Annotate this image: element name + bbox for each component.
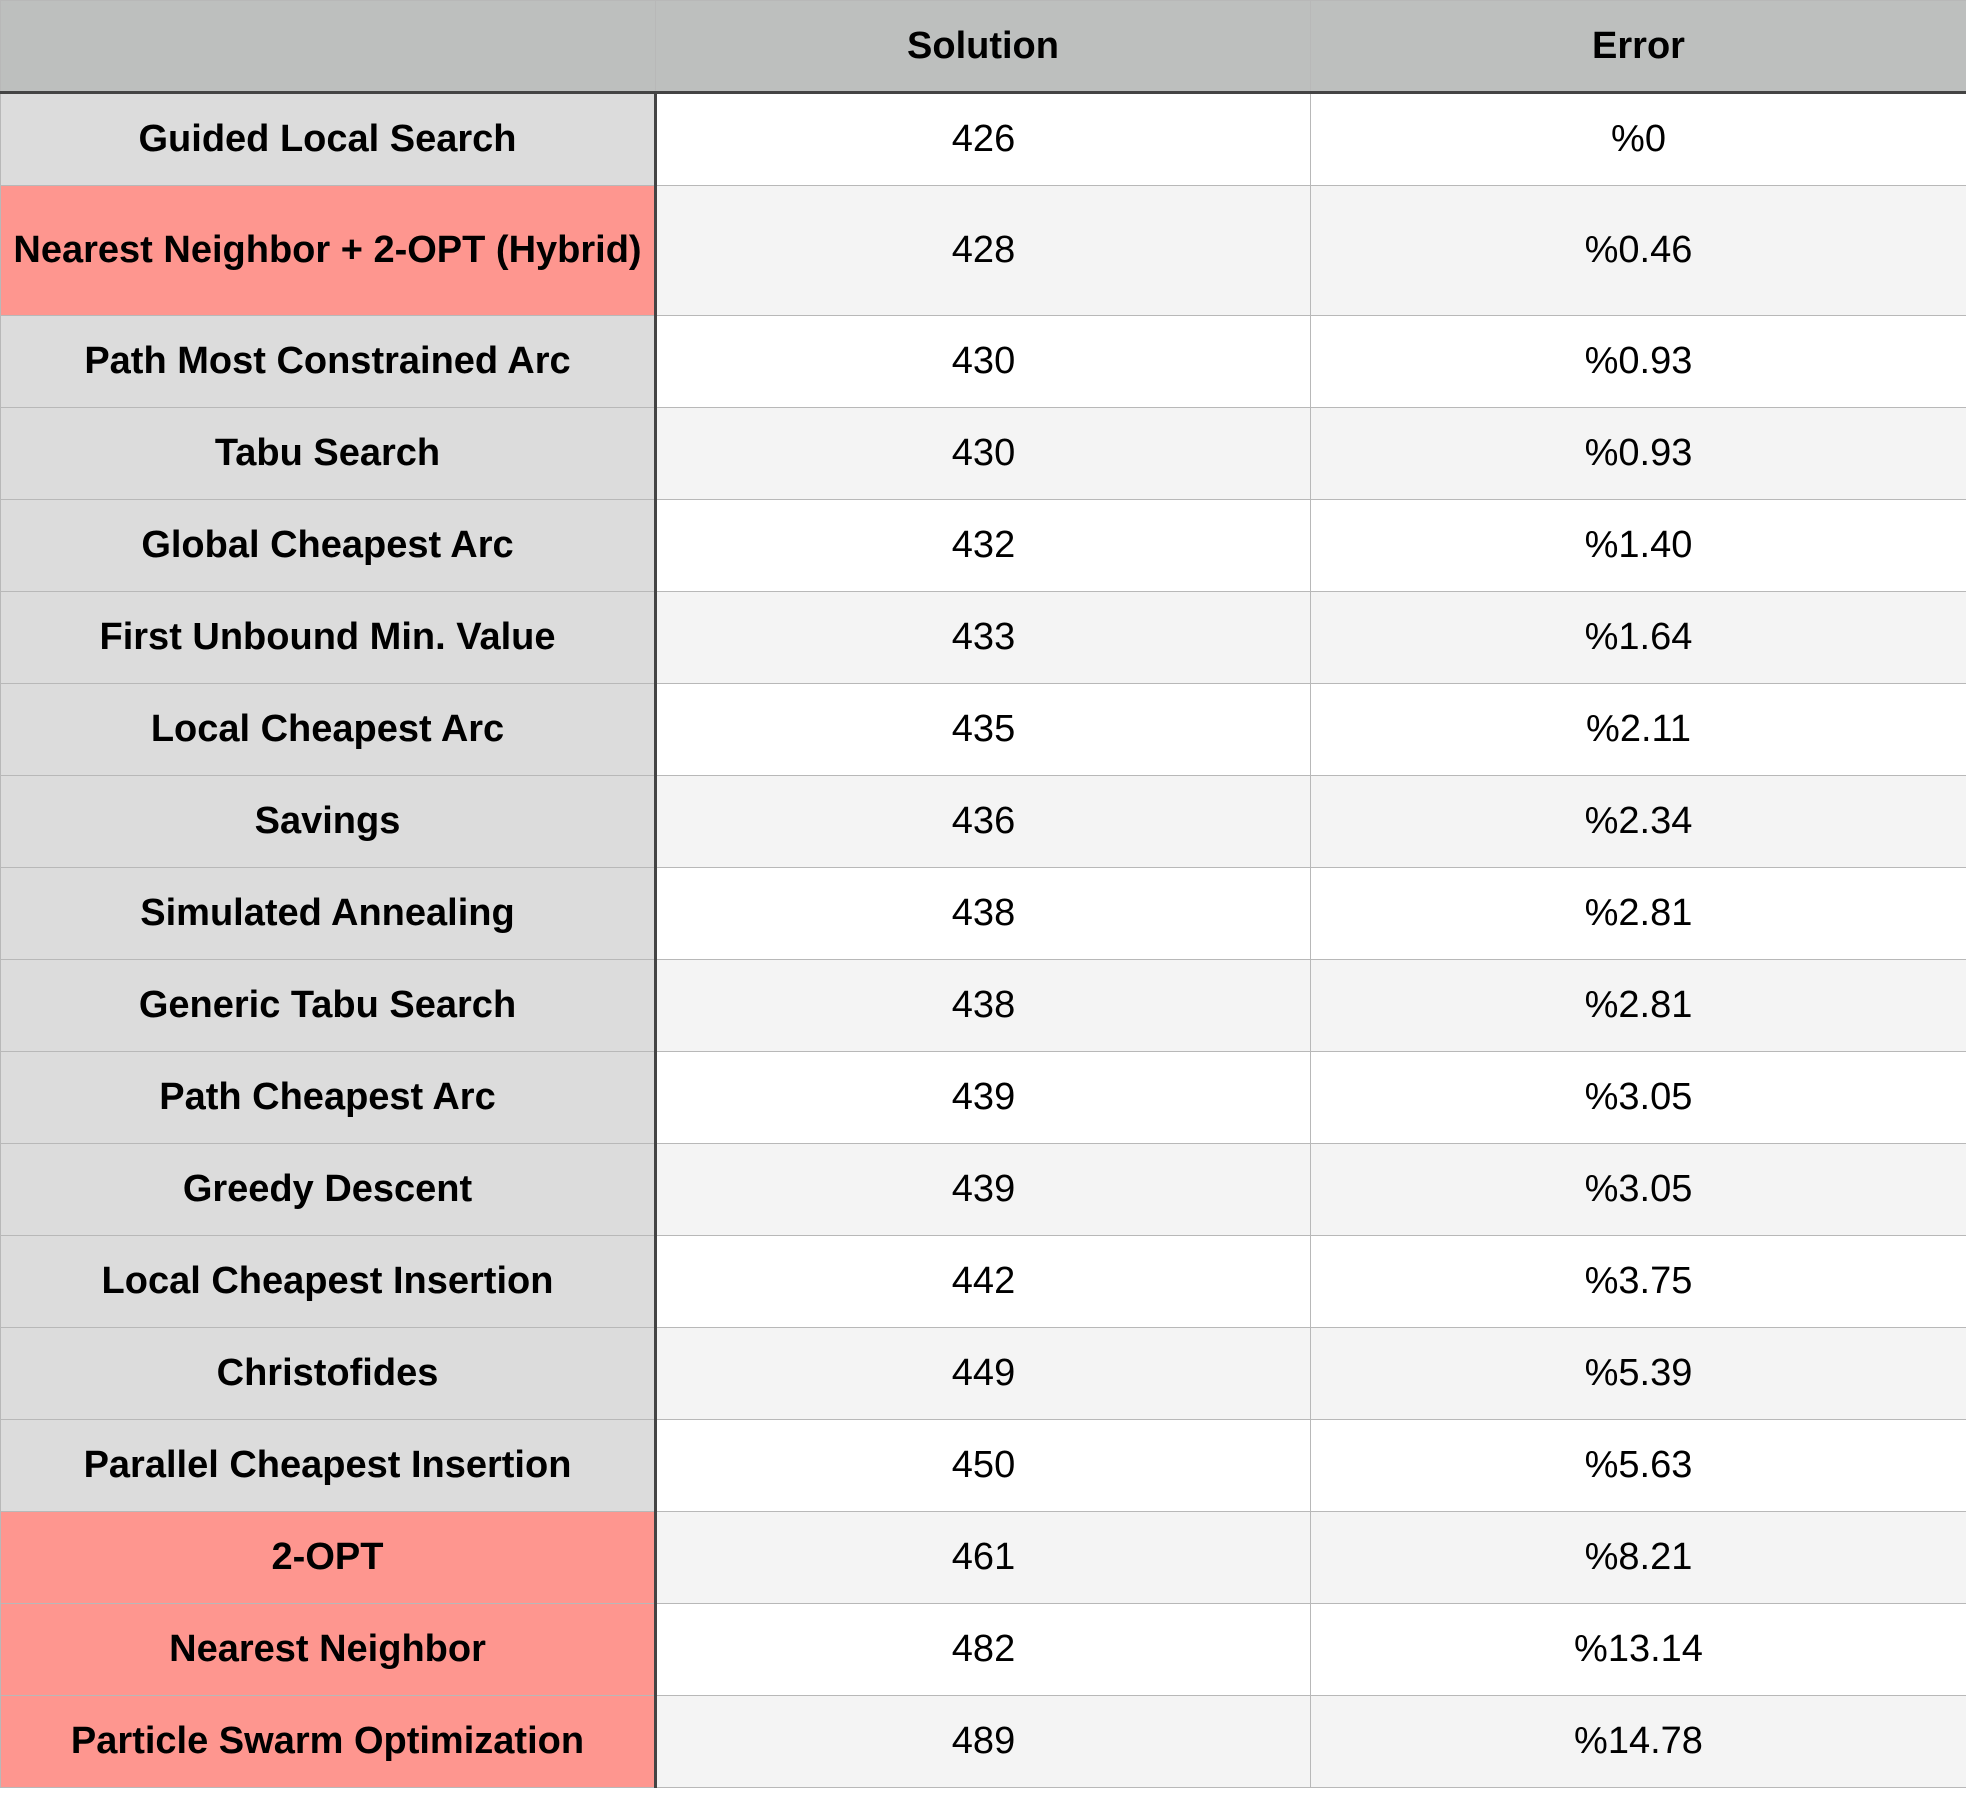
solution-cell: 430 bbox=[656, 408, 1311, 500]
solution-cell: 438 bbox=[656, 868, 1311, 960]
table-row bbox=[1, 316, 1966, 408]
table-row bbox=[1, 1420, 1966, 1512]
method-cell: Path Most Constrained Arc bbox=[1, 316, 656, 408]
table-row bbox=[1, 1604, 1966, 1696]
table-body bbox=[1, 93, 1966, 1788]
error-cell: %0.46 bbox=[1311, 186, 1966, 316]
table-row bbox=[1, 868, 1966, 960]
solution-cell: 450 bbox=[656, 1420, 1311, 1512]
error-cell: %2.11 bbox=[1311, 684, 1966, 776]
table-row bbox=[1, 408, 1966, 500]
method-cell: First Unbound Min. Value bbox=[1, 592, 656, 684]
error-cell: %3.05 bbox=[1311, 1052, 1966, 1144]
solution-cell: 432 bbox=[656, 500, 1311, 592]
error-cell: %0 bbox=[1311, 93, 1966, 186]
error-cell: %1.64 bbox=[1311, 592, 1966, 684]
solution-cell: 449 bbox=[656, 1328, 1311, 1420]
header-solution: Solution bbox=[656, 1, 1311, 93]
error-cell: %2.81 bbox=[1311, 960, 1966, 1052]
table-row bbox=[1, 776, 1966, 868]
error-cell: %2.34 bbox=[1311, 776, 1966, 868]
method-cell: Tabu Search bbox=[1, 408, 656, 500]
table-header bbox=[1, 1, 1966, 93]
solution-cell: 442 bbox=[656, 1236, 1311, 1328]
method-cell: Path Cheapest Arc bbox=[1, 1052, 656, 1144]
method-cell: Nearest Neighbor + 2-OPT (Hybrid) bbox=[1, 186, 656, 316]
solution-cell: 482 bbox=[656, 1604, 1311, 1696]
solution-cell: 439 bbox=[656, 1052, 1311, 1144]
method-cell: Local Cheapest Arc bbox=[1, 684, 656, 776]
error-cell: %3.75 bbox=[1311, 1236, 1966, 1328]
solution-cell: 436 bbox=[656, 776, 1311, 868]
method-cell: Savings bbox=[1, 776, 656, 868]
solution-cell: 433 bbox=[656, 592, 1311, 684]
table-row bbox=[1, 500, 1966, 592]
table-row bbox=[1, 93, 1966, 186]
solution-cell: 438 bbox=[656, 960, 1311, 1052]
solution-cell: 426 bbox=[656, 93, 1311, 186]
error-cell: %5.39 bbox=[1311, 1328, 1966, 1420]
method-cell: Parallel Cheapest Insertion bbox=[1, 1420, 656, 1512]
header-error: Error bbox=[1311, 1, 1966, 93]
method-cell: Simulated Annealing bbox=[1, 868, 656, 960]
error-cell: %2.81 bbox=[1311, 868, 1966, 960]
solution-cell: 489 bbox=[656, 1696, 1311, 1788]
error-cell: %5.63 bbox=[1311, 1420, 1966, 1512]
error-cell: %14.78 bbox=[1311, 1696, 1966, 1788]
solution-cell: 461 bbox=[656, 1512, 1311, 1604]
method-cell: Greedy Descent bbox=[1, 1144, 656, 1236]
table-row bbox=[1, 1236, 1966, 1328]
error-cell: %3.05 bbox=[1311, 1144, 1966, 1236]
table-row bbox=[1, 960, 1966, 1052]
table-row bbox=[1, 1144, 1966, 1236]
error-cell: %0.93 bbox=[1311, 316, 1966, 408]
table-row bbox=[1, 186, 1966, 316]
solution-cell: 439 bbox=[656, 1144, 1311, 1236]
table-row bbox=[1, 592, 1966, 684]
method-cell: Guided Local Search bbox=[1, 93, 656, 186]
method-cell: Generic Tabu Search bbox=[1, 960, 656, 1052]
method-cell: 2-OPT bbox=[1, 1512, 656, 1604]
method-cell: Local Cheapest Insertion bbox=[1, 1236, 656, 1328]
method-cell: Global Cheapest Arc bbox=[1, 500, 656, 592]
table-row bbox=[1, 1696, 1966, 1788]
error-cell: %0.93 bbox=[1311, 408, 1966, 500]
table-row bbox=[1, 684, 1966, 776]
table-row bbox=[1, 1512, 1966, 1604]
solution-cell: 430 bbox=[656, 316, 1311, 408]
method-cell: Christofides bbox=[1, 1328, 656, 1420]
method-cell: Nearest Neighbor bbox=[1, 1604, 656, 1696]
table-row bbox=[1, 1328, 1966, 1420]
solution-cell: 435 bbox=[656, 684, 1311, 776]
header-method bbox=[1, 1, 656, 93]
error-cell: %8.21 bbox=[1311, 1512, 1966, 1604]
error-cell: %13.14 bbox=[1311, 1604, 1966, 1696]
header-row bbox=[1, 1, 1966, 93]
method-cell: Particle Swarm Optimization bbox=[1, 1696, 656, 1788]
error-cell: %1.40 bbox=[1311, 500, 1966, 592]
table-row bbox=[1, 1052, 1966, 1144]
solution-cell: 428 bbox=[656, 186, 1311, 316]
